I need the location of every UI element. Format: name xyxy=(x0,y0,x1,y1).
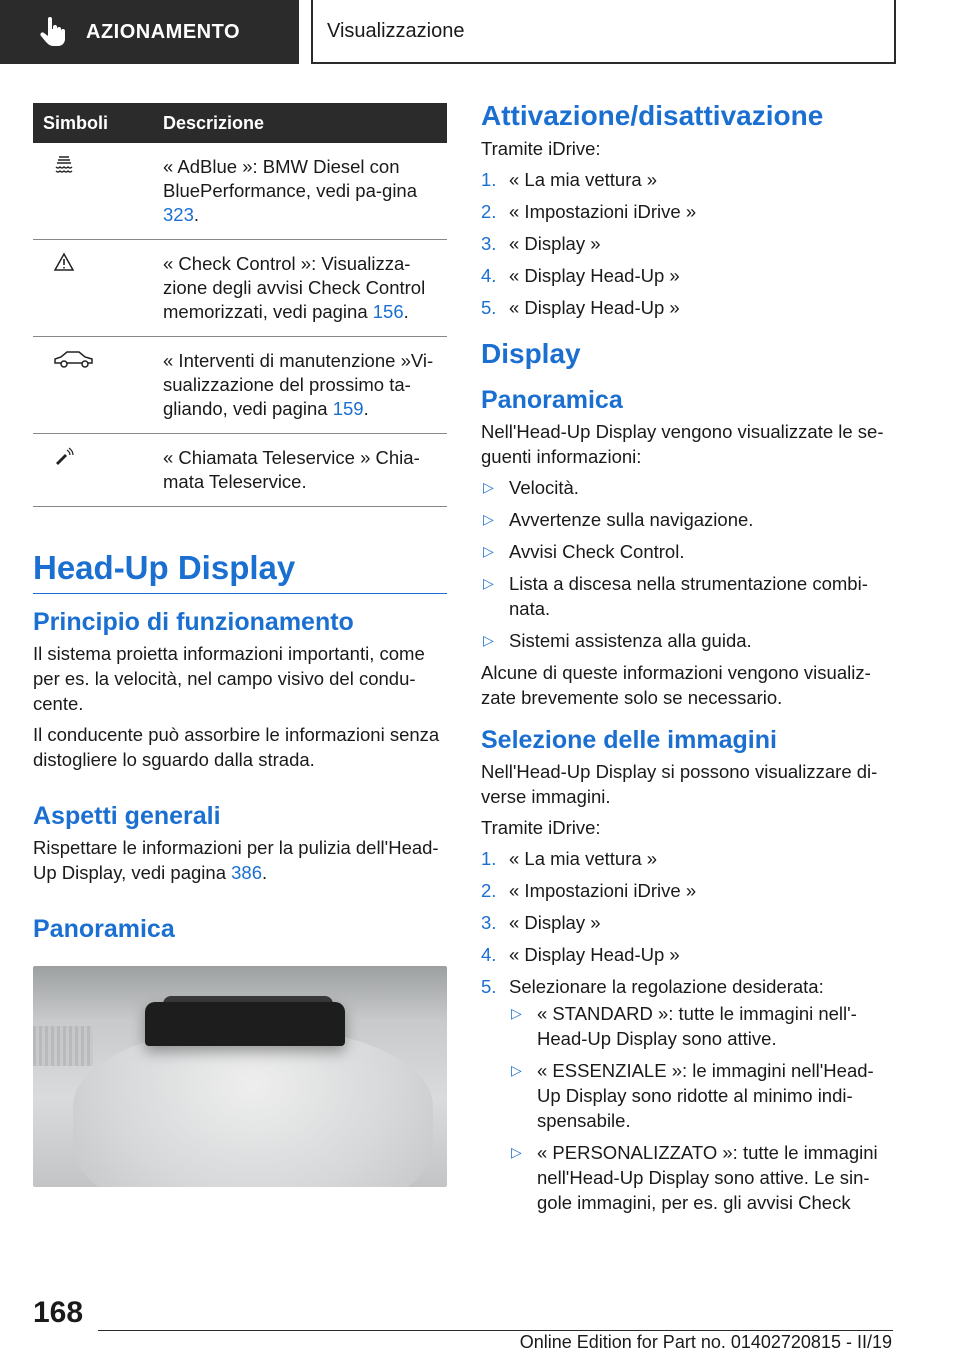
list-item: 2. « Impostazioni iDrive » xyxy=(481,201,697,222)
adblue-icon xyxy=(53,155,75,175)
triangle-bullet-icon: ▷ xyxy=(483,543,494,559)
list-item: ▷ « ESSENZIALE »: le immagini nell'Head-Up Display sono ridotte al minimo indi-spensabile. xyxy=(511,1060,874,1131)
steps-list-1 xyxy=(481,167,893,320)
via-idrive-1: Tramite iDrive: xyxy=(481,138,601,159)
list-item: 4. « Display Head-Up » xyxy=(481,944,680,965)
list-item: ▷ Sistemi assistenza alla guida. xyxy=(483,630,752,651)
list-item: 5. « Display Head-Up » xyxy=(481,297,680,318)
heading-select-images: Selezione delle immagini xyxy=(481,726,777,754)
list-item: 1. « La mia vettura » xyxy=(481,169,658,190)
heading-activation: Attivazione/disattivazione xyxy=(481,100,824,131)
triangle-bullet-icon: ▷ xyxy=(511,1144,522,1160)
overview-paragraph: Nell'Head-Up Display vengono visualizzate le se-guenti informazioni: xyxy=(481,421,884,467)
page-link[interactable]: 323 xyxy=(163,204,194,225)
triangle-bullet-icon: ▷ xyxy=(483,511,494,527)
principle-paragraph-1: Il sistema proietta informazioni importanti, come per es. la velocità, nel campo visivo del condu-cente. xyxy=(33,643,425,714)
symbols-table xyxy=(33,103,447,507)
chapter-title: Visualizzazione xyxy=(327,19,465,42)
right-column xyxy=(481,100,893,1222)
row-text: « AdBlue »: BMW Diesel con BluePerformance, vedi pa-gina xyxy=(163,156,418,201)
heading-principle: Principio di funzionamento xyxy=(33,608,354,636)
list-item: 1. « La mia vettura » xyxy=(481,848,658,869)
car-service-icon xyxy=(53,349,95,369)
table-row xyxy=(33,337,447,434)
edition-footer: Online Edition for Part no. 01402720815 - II/19 xyxy=(519,1332,892,1352)
row-text-end: . xyxy=(363,398,369,419)
hand-icon xyxy=(40,17,66,47)
row-text: « Check Control »: Visualizza-zione degli avvisi Check Control memorizzati, vedi pagina xyxy=(163,253,426,322)
list-item: ▷ Avvisi Check Control. xyxy=(483,541,685,562)
via-idrive-2: Tramite iDrive: xyxy=(481,817,601,838)
triangle-bullet-icon: ▷ xyxy=(483,632,494,648)
row-text-end: . xyxy=(193,204,200,225)
list-item: 4. « Display Head-Up » xyxy=(481,265,680,286)
header-section-tab xyxy=(0,0,299,64)
table-row xyxy=(33,434,447,507)
list-item: 5. Selezionare la regolazione desiderata: ▷ « STANDARD »: tutte le immagini nell'-Head-Up Display sono attive. ▷ « ESSENZIALE »: le immagini nell'Head-Up Display sono ridotte al minimo indi-spensabile. ▷ « PERSONALIZZATO »: tutte le immagini nell'Head-Up Display sono attive. Le sin-gole immagini, per es. gli avvisi Check xyxy=(481,974,893,1215)
triangle-bullet-icon: ▷ xyxy=(511,1062,522,1078)
table-header-description: Descrizione xyxy=(163,103,447,143)
page-link[interactable]: 386 xyxy=(231,862,263,883)
triangle-bullet-icon: ▷ xyxy=(483,575,494,591)
triangle-bullet-icon: ▷ xyxy=(483,479,494,495)
list-item: 2. « Impostazioni iDrive » xyxy=(481,880,697,901)
heading-overview: Panoramica xyxy=(33,915,175,943)
list-item: ▷ « STANDARD »: tutte le immagini nell'-Head-Up Display sono attive. xyxy=(511,1003,857,1049)
teleservice-icon xyxy=(53,446,75,466)
head-up-display-photo xyxy=(33,966,447,1187)
table-row xyxy=(33,240,447,337)
principle-paragraph-2: Il conducente può assorbire le informazioni senza distogliere lo sguardo dalla strada. xyxy=(33,724,440,770)
sub-bullet-list xyxy=(509,1001,893,1215)
list-item: ▷ Lista a discesa nella strumentazione combi-nata. xyxy=(483,573,868,619)
page-link[interactable]: 159 xyxy=(332,398,364,419)
heading-display: Display xyxy=(481,338,581,369)
heading-head-up-display: Head-Up Display xyxy=(33,549,447,594)
page-number: 168 xyxy=(33,1296,84,1329)
triangle-bullet-icon: ▷ xyxy=(511,1005,522,1021)
steps-list-2 xyxy=(481,846,893,1215)
row-text: « Interventi di manutenzione »Vi-sualizzazione del prossimo ta-gliando, vedi pagina xyxy=(163,350,434,419)
left-column xyxy=(33,103,447,1187)
table-header-symbols: Simboli xyxy=(33,103,163,143)
row-text-end: . xyxy=(403,301,409,322)
table-row xyxy=(33,143,447,240)
general-paragraph: Rispettare le informazioni per la pulizia dell'Head-Up Display, vedi pagina 386. xyxy=(33,837,439,883)
table-header-row xyxy=(33,103,447,143)
select-paragraph: Nell'Head-Up Display si possono visualizzare di-verse immagini. xyxy=(481,761,878,807)
list-item: ▷ « PERSONALIZZATO »: tutte le immagini nell'Head-Up Display sono attive. Le sin-gole immagini, per es. gli avvisi Check xyxy=(511,1142,878,1213)
row-text: « Chiamata Teleservice » Chia-mata Teleservice. xyxy=(163,447,420,492)
section-title: AZIONAMENTO xyxy=(86,20,241,43)
heading-general: Aspetti generali xyxy=(33,802,221,830)
chapter-tab xyxy=(311,0,896,64)
page-link[interactable]: 156 xyxy=(372,301,404,322)
list-item: ▷ Avvertenze sulla navigazione. xyxy=(483,509,754,530)
footer-divider xyxy=(98,1330,893,1331)
list-item: 3. « Display » xyxy=(481,912,601,933)
list-item: ▷ Velocità. xyxy=(483,477,579,498)
info-bullet-list xyxy=(481,475,893,653)
after-bullets-paragraph: Alcune di queste informazioni vengono visualiz-zate brevemente solo se necessario. xyxy=(481,662,871,708)
list-item: 3. « Display » xyxy=(481,233,601,254)
heading-overview-right: Panoramica xyxy=(481,386,623,414)
warning-triangle-icon xyxy=(53,252,75,272)
